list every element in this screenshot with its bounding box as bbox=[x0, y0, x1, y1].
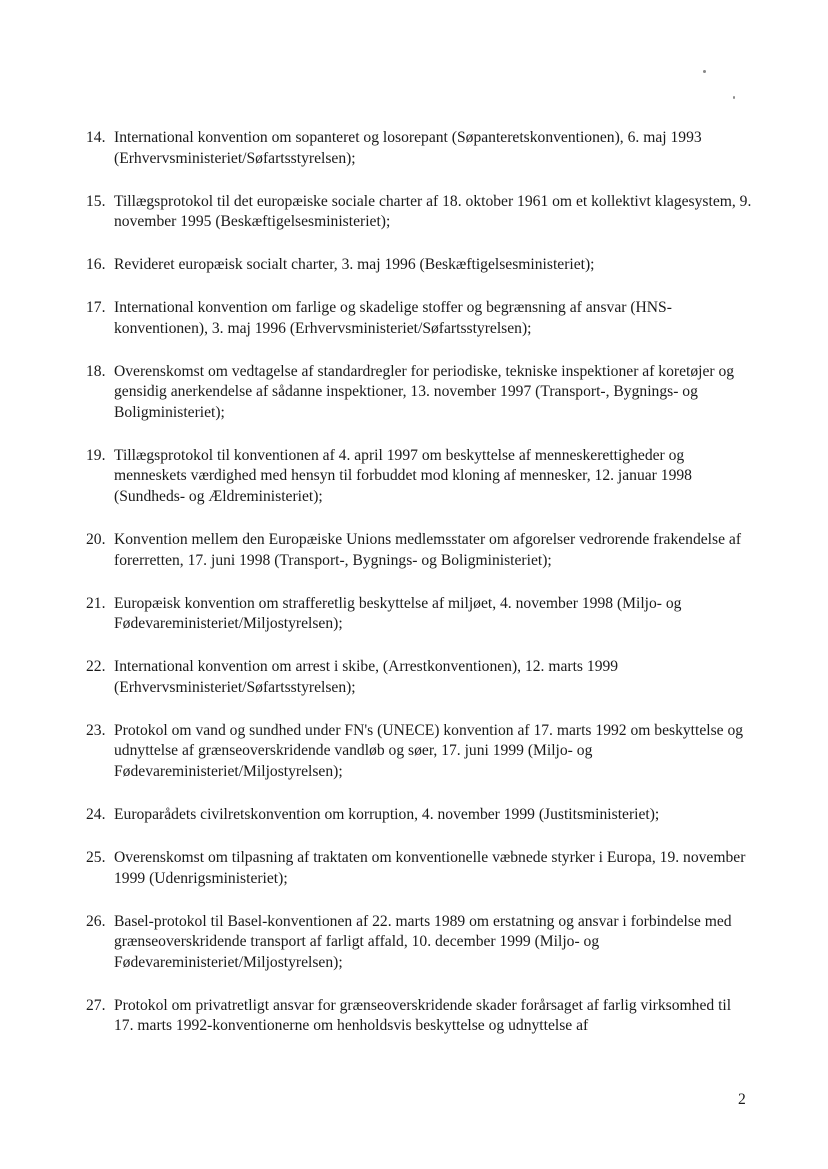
item-number: 25. bbox=[86, 849, 106, 867]
item-number: 20. bbox=[86, 531, 106, 549]
item-text: Overenskomst om vedtagelse af standardregler for periodiske, tekniske inspektioner af koretøjer og gensidig anerkendelse af sådanne inspektioner, 13. november 1997 (Transport-, Bygnings- og Boligministeriet); bbox=[114, 362, 735, 421]
list-item bbox=[86, 996, 754, 1037]
list-item bbox=[86, 446, 754, 508]
item-text: Konvention mellem den Europæiske Unions medlemsstater om afgorelser vedrorende frakendelse af forerretten, 17. juni 1998 (Transport-, Bygnings- og Boligministeriet); bbox=[114, 531, 742, 569]
convention-list bbox=[86, 128, 754, 1059]
list-item bbox=[86, 255, 754, 276]
item-number: 24. bbox=[86, 805, 106, 823]
list-item bbox=[86, 657, 754, 698]
item-text: Tillægsprotokol til det europæiske sociale charter af 18. oktober 1961 om et kollektivt klagesystem, 9. november 1995 (Beskæftigelsesministeriet); bbox=[114, 192, 752, 231]
list-item bbox=[86, 530, 754, 571]
item-number: 26. bbox=[86, 912, 106, 930]
list-item bbox=[86, 298, 754, 339]
list-item bbox=[86, 805, 754, 826]
item-number: 22. bbox=[86, 658, 106, 676]
item-number: 21. bbox=[86, 594, 106, 612]
item-text: Protokol om vand og sundhed under FN's (UNECE) konvention af 17. marts 1992 om beskyttelse og udnyttelse af grænseoverskridende vandløb og søer, 17. juni 1999 (Miljo- og Fødevareministeriet/Miljostyrelsen); bbox=[114, 721, 744, 780]
item-text: Tillægsprotokol til konventionen af 4. april 1997 om beskyttelse af menneskerettigheder og menneskets værdighed med hensyn til forbuddet mod kloning af mennesker, 12. januar 1998 (Sundheds- og Ældreministeriet); bbox=[114, 446, 692, 505]
item-number: 17. bbox=[86, 299, 106, 317]
item-number: 16. bbox=[86, 256, 106, 274]
item-text: Europarådets civilretskonvention om korruption, 4. november 1999 (Justitsministeriet); bbox=[114, 805, 660, 823]
list-item bbox=[86, 912, 754, 974]
list-item bbox=[86, 721, 754, 783]
scan-speck bbox=[733, 96, 735, 99]
item-number: 19. bbox=[86, 446, 106, 464]
list-item bbox=[86, 128, 754, 169]
item-text: International konvention om sopanteret og losorepant (Søpanteretskonventionen), 6. maj 1993 (Erhvervsministeriet/Søfartsstyrelsen); bbox=[114, 129, 702, 167]
item-text: Overenskomst om tilpasning af traktaten om konventionelle væbnede styrker i Europa, 19. november 1999 (Udenrigsministeriet); bbox=[114, 849, 746, 887]
item-number: 27. bbox=[86, 996, 106, 1014]
item-text: Basel-protokol til Basel-konventionen af 22. marts 1989 om erstatning og ansvar i forbindelse med grænseoverskridende transport af farligt affald, 10. december 1999 (Miljo- og Fødevareministeriet/Miljostyrelsen); bbox=[114, 912, 732, 971]
list-item bbox=[86, 848, 754, 889]
item-text: International konvention om arrest i skibe, (Arrestkonventionen), 12. marts 1999 (Erhvervsministeriet/Søfartsstyrelsen); bbox=[114, 658, 619, 696]
list-item bbox=[86, 594, 754, 635]
item-text: Europæisk konvention om strafferetlig beskyttelse af miljøet, 4. november 1998 (Miljo- og Fødevareministeriet/Miljostyrelsen); bbox=[114, 594, 682, 633]
scan-speck bbox=[703, 70, 706, 73]
item-number: 15. bbox=[86, 192, 106, 210]
item-number: 14. bbox=[86, 129, 106, 146]
list-item bbox=[86, 192, 754, 233]
list-item bbox=[86, 362, 754, 424]
item-number: 23. bbox=[86, 721, 106, 739]
item-text: International konvention om farlige og skadelige stoffer og begrænsning af ansvar (HNS-konventionen), 3. maj 1996 (Erhvervsministeriet/Søfartsstyrelsen); bbox=[114, 299, 672, 337]
item-text: Protokol om privatretligt ansvar for grænseoverskridende skader forårsaget af farlig virksomhed til 17. marts 1992-konventionerne om henholdsvis beskyttelse og udnyttelse af bbox=[114, 996, 732, 1035]
page-number: 2 bbox=[738, 1091, 746, 1108]
item-number: 18. bbox=[86, 362, 106, 380]
item-text: Revideret europæisk socialt charter, 3. maj 1996 (Beskæftigelsesministeriet); bbox=[114, 256, 595, 274]
